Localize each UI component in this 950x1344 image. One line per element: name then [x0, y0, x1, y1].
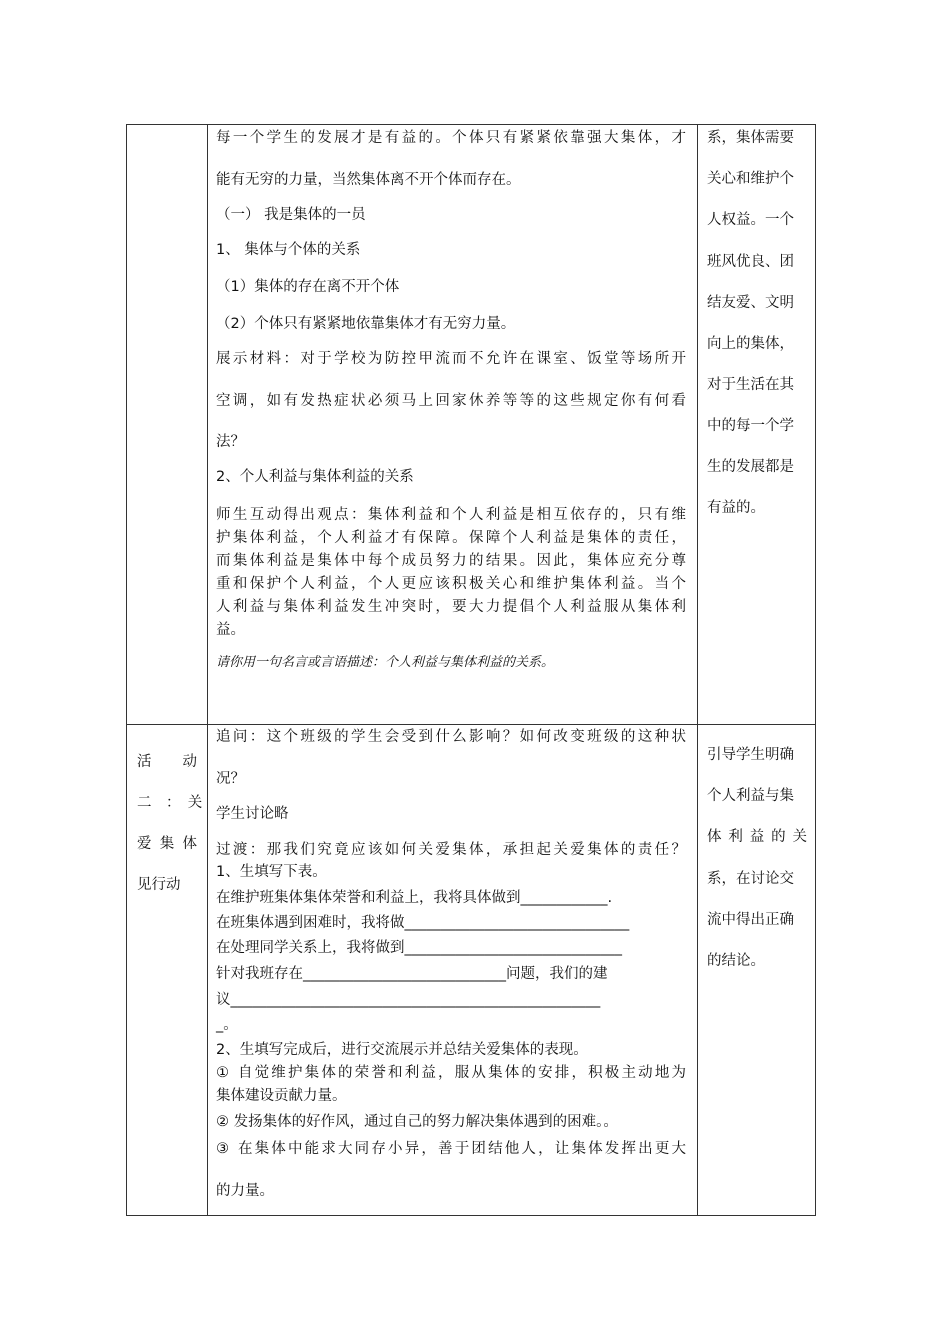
- content-line: 能有无穷的力量，当然集体离不开个体而存在。: [216, 172, 521, 188]
- row-divider: [127, 724, 815, 725]
- fill-blank-line: 议___________________________________________________: [216, 992, 601, 1008]
- note-line: 系，集体需要: [707, 130, 794, 146]
- content-line: 法？: [216, 434, 245, 450]
- content-line: 学生讨论略: [216, 806, 289, 822]
- note-line: 引导学生明确: [707, 747, 794, 763]
- section-heading: （一） 我是集体的一员: [216, 207, 366, 223]
- note-line: 系，在讨论交: [707, 871, 794, 887]
- content-line: 益。: [216, 622, 245, 638]
- fill-blank-line: 针对我班存在____________________________问题，我们的建: [216, 966, 608, 982]
- activity-label-line: 二 ： 关: [137, 795, 203, 811]
- note-line: 人权益。一个: [707, 212, 794, 228]
- content-line: 护集体利益，个人利益才有保障。保障个人利益是集体的责任，: [216, 530, 686, 546]
- content-line: ① 自觉维护集体的荣誉和利益，服从集体的安排，积极主动地为: [216, 1065, 686, 1081]
- content-line: 师生互动得出观点：集体利益和个人利益是相互依存的，只有维: [216, 507, 686, 523]
- fill-blank-line: 在处理同学关系上，我将做到______________________________: [216, 940, 622, 956]
- content-line: （1）集体的存在离不开个体: [216, 279, 400, 295]
- note-line: 中的每一个学: [707, 418, 794, 434]
- column-divider-2: [697, 125, 698, 1215]
- note-line: 的结论。: [707, 953, 765, 969]
- content-line: ③ 在集体中能求大同存小异，善于团结他人，让集体发挥出更大: [216, 1141, 686, 1157]
- note-line: 生的发展都是: [707, 459, 794, 475]
- content-line: 人利益与集体利益发生冲突时，要大力提倡个人利益服从集体利: [216, 599, 686, 615]
- note-line: 个人利益与集: [707, 788, 794, 804]
- note-line: 向上的集体，: [707, 336, 794, 352]
- fill-blank-line: 在维护班集体集体荣誉和利益上，我将具体做到____________.: [216, 890, 613, 906]
- fill-blank-line: 在班集体遇到困难时，我将做_______________________________: [216, 915, 630, 931]
- content-line: 空调，如有发热症状必须马上回家休养等等的这些规定你有何看: [216, 393, 686, 409]
- note-line: 有益的。: [707, 500, 765, 516]
- content-line: 况？: [216, 771, 245, 787]
- note-line: 流中得出正确: [707, 912, 794, 928]
- activity-label-line: 爱 集 体: [137, 836, 197, 852]
- column-divider-1: [207, 125, 208, 1215]
- content-line: 过渡：那我们究竟应该如何关爱集体，承担起关爱集体的责任？: [216, 842, 686, 858]
- content-line: 追问：这个班级的学生会受到什么影响？如何改变班级的这种状: [216, 729, 686, 745]
- content-line: 展示材料：对于学校为防控甲流而不允许在课室、饭堂等场所开: [216, 351, 686, 367]
- activity-label-line: 活 动: [137, 754, 197, 770]
- fill-blank-line: _。: [216, 1017, 238, 1033]
- content-line: 重和保护个人利益，个人更应该积极关心和维护集体利益。当个: [216, 576, 686, 592]
- content-line: 集体建设贡献力量。: [216, 1088, 347, 1104]
- subheading: 2、个人利益与集体利益的关系: [216, 469, 414, 485]
- subheading: 1、 集体与个体的关系: [216, 242, 361, 258]
- content-line: 2、生填写完成后，进行交流展示并总结关爱集体的表现。: [216, 1042, 588, 1058]
- content-line: 而集体利益是集体中每个成员努力的结果。因此，集体应充分尊: [216, 553, 686, 569]
- note-line: 结友爱、文明: [707, 295, 794, 311]
- content-line: ② 发扬集体的好作风，通过自己的努力解决集体遇到的困难。。: [216, 1114, 618, 1130]
- content-line: 每一个学生的发展才是有益的。个体只有紧紧依靠强大集体，才: [216, 130, 686, 146]
- content-line: 的力量。: [216, 1183, 274, 1199]
- activity-label-line: 见行动: [137, 877, 181, 893]
- note-line: 对于生活在其: [707, 377, 794, 393]
- note-line: 关心和维护个: [707, 171, 794, 187]
- content-line: 1、生填写下表。: [216, 864, 327, 880]
- note-line: 班风优良、团: [707, 254, 794, 270]
- prompt-line: 请你用一句名言或言语描述：个人利益与集体利益的关系。: [216, 655, 555, 670]
- content-line: （2）个体只有紧紧地依靠集体才有无穷力量。: [216, 316, 516, 332]
- note-line: 体 利 益 的 关: [707, 829, 807, 845]
